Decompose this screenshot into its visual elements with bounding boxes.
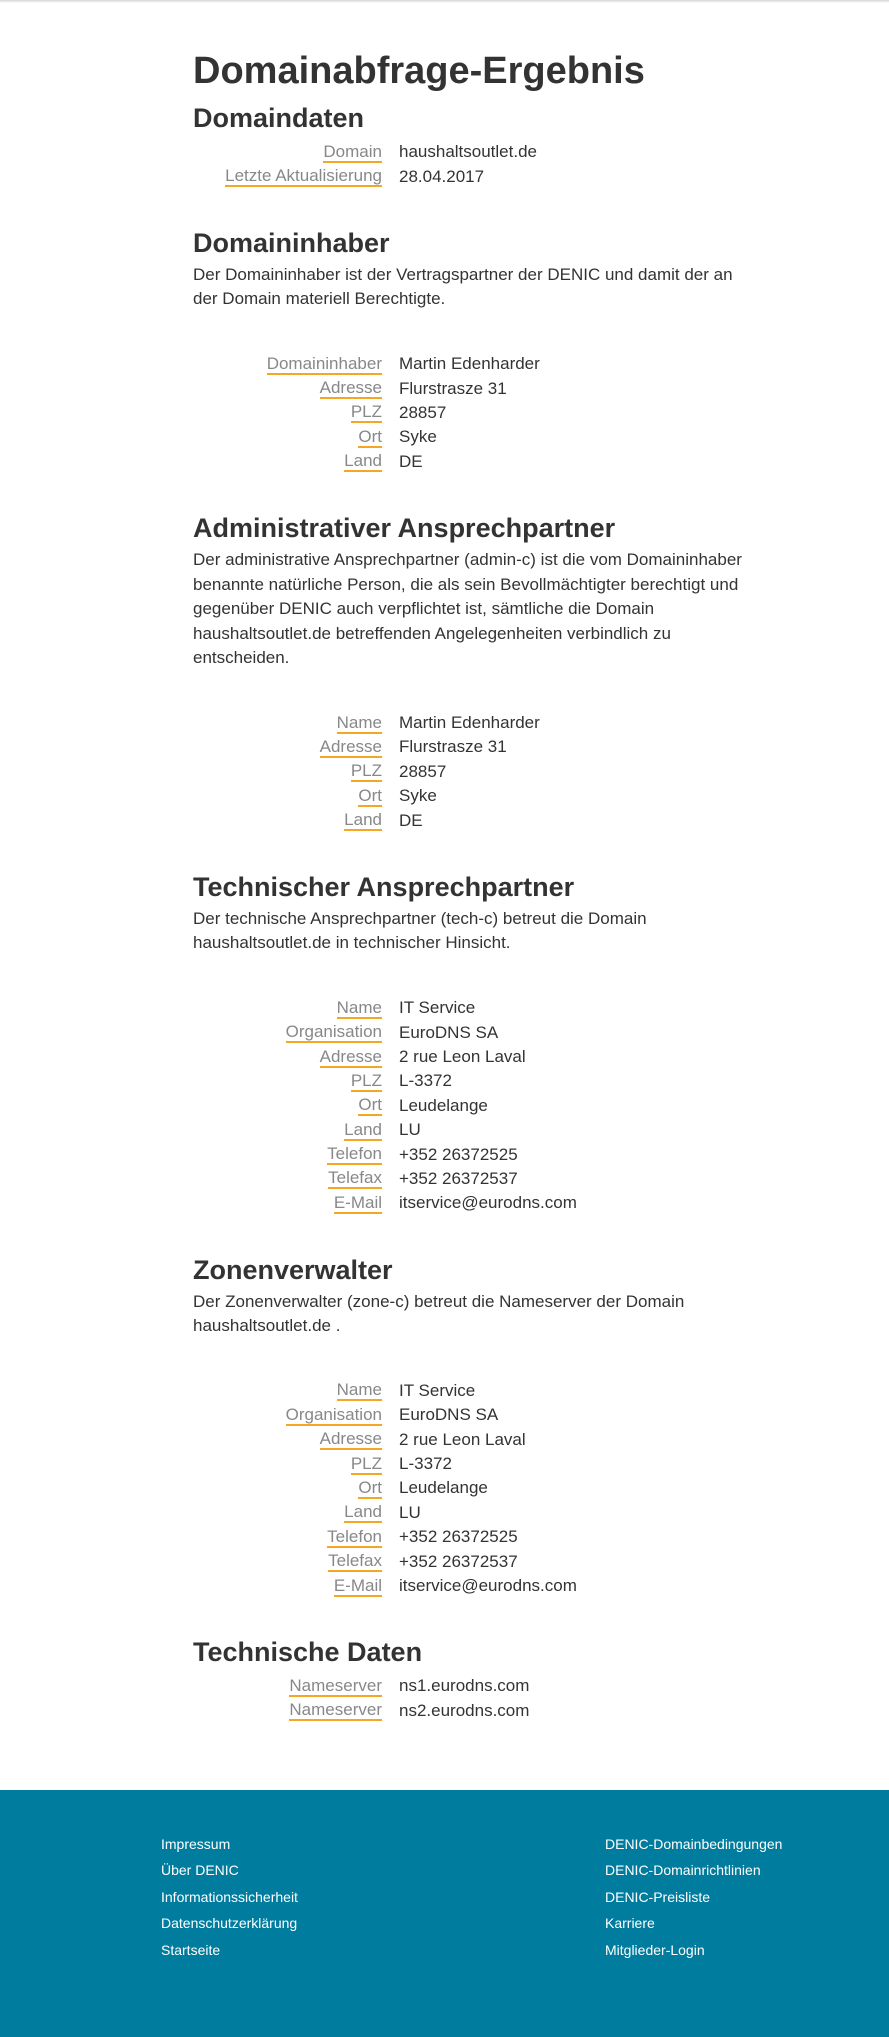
field-label-cell [193, 810, 399, 831]
domaindaten-rows [193, 140, 753, 189]
data-row [193, 1525, 753, 1549]
field-label: Adresse [319, 1429, 382, 1449]
field-label-cell [193, 713, 399, 734]
field-label-cell [193, 427, 399, 448]
data-row [193, 1476, 753, 1500]
field-label: Organisation [285, 1022, 382, 1042]
data-row [193, 1403, 753, 1427]
data-row [193, 996, 753, 1020]
data-row [193, 352, 753, 376]
data-row [193, 1674, 753, 1698]
field-value: Martin Edenharder [399, 354, 540, 374]
field-value: DE [399, 451, 423, 471]
domaininhaber-intro: Der Domaininhaber ist der Vertragspartner der DENIC und damit der an der Domain materiell Berechtigte. [193, 264, 733, 309]
data-row [193, 1045, 753, 1069]
data-row [193, 376, 753, 400]
data-row [193, 450, 753, 474]
field-label-cell [193, 1095, 399, 1116]
field-label-cell [193, 1502, 399, 1523]
field-label-cell [193, 402, 399, 423]
footer-link-informationssicherheit[interactable]: Informationssicherheit [161, 1888, 298, 1905]
field-label-cell [193, 761, 399, 782]
section-tech-contact [193, 867, 753, 1216]
field-value: Martin Edenharder [399, 713, 540, 733]
field-value: 2 rue Leon Laval [399, 1429, 526, 1449]
section-heading-tech-contact: Technischer Ansprechpartner [193, 871, 575, 902]
field-label: PLZ [350, 402, 382, 422]
admin-contact-intro: Der administrative Ansprechpartner (admin-c) ist die vom Domaininhaber benannte natürliche Person, die als sein Bevollmächtigter berechtigt und gegenüber DENIC auch verpflichtet ist, sämtliche die Domain haushaltsoutlet.de betreffenden Angelegenheiten verbindlich zu entscheiden. [193, 549, 742, 668]
field-value: Syke [399, 786, 437, 806]
field-label-cell [193, 1380, 399, 1401]
footer-link-domainbedingungen[interactable]: DENIC-Domainbedingungen [605, 1836, 783, 1852]
field-value: EuroDNS SA [399, 1405, 499, 1425]
field-value: LU [399, 1120, 421, 1140]
field-label-cell [193, 1576, 399, 1597]
field-label: Ort [358, 426, 382, 446]
field-label: PLZ [350, 1070, 382, 1090]
technical-data-rows [193, 1674, 753, 1723]
field-label-cell [193, 1047, 399, 1068]
field-label: PLZ [350, 761, 382, 781]
footer-link-preisliste[interactable]: DENIC-Preisliste [605, 1888, 711, 1905]
field-value: Leudelange [399, 1478, 488, 1498]
field-label: Adresse [319, 736, 382, 756]
field-label-cell [193, 1676, 399, 1697]
section-admin-contact [193, 508, 753, 833]
field-label: Land [344, 451, 382, 471]
tech-contact-intro: Der technische Ansprechpartner (tech-c) betreut die Domain haushaltsoutlet.de in technischer Hinsicht. [193, 908, 647, 953]
field-value: 2 rue Leon Laval [399, 1047, 526, 1066]
field-value: ns2.eurodns.com [399, 1700, 530, 1720]
field-value: Flurstrasze 31 [399, 378, 507, 398]
domaininhaber-rows [193, 352, 753, 474]
site-footer [0, 1790, 889, 2037]
field-value: IT Service [399, 998, 476, 1018]
field-value: DE [399, 810, 423, 830]
data-row [193, 808, 753, 832]
field-label-cell [193, 1700, 399, 1721]
field-value: L-3372 [399, 1454, 452, 1474]
field-label: Name [336, 712, 382, 732]
footer-link-ueber-denic[interactable]: Über DENIC [161, 1862, 239, 1879]
field-label: Nameserver [289, 1700, 382, 1720]
field-label-cell [193, 1022, 399, 1043]
footer-link-mitglieder-login[interactable]: Mitglieder-Login [605, 1941, 705, 1958]
field-label: Telefax [328, 1551, 382, 1571]
data-row [193, 1699, 753, 1723]
field-label: Adresse [319, 1046, 382, 1066]
section-heading-domaininhaber: Domaininhaber [193, 227, 390, 258]
field-value: itservice@eurodns.com [399, 1193, 577, 1213]
section-heading-domaindaten: Domaindaten [193, 103, 365, 133]
page-title: Domainabfrage-Ergebnis [193, 50, 645, 92]
field-label: Name [336, 1380, 382, 1400]
section-zone-admin [193, 1250, 753, 1599]
field-label: E-Mail [333, 1575, 382, 1595]
data-row [193, 1549, 753, 1573]
field-label: Domain [323, 141, 382, 161]
field-label-cell [193, 1429, 399, 1450]
field-value: +352 26372537 [399, 1168, 518, 1188]
field-label-cell [193, 1478, 399, 1499]
field-label-cell [193, 1454, 399, 1475]
field-value: LU [399, 1502, 421, 1522]
field-label: Ort [358, 785, 382, 805]
section-domaininhaber [193, 223, 753, 474]
field-label: Ort [358, 1095, 382, 1115]
field-label: Letzte Aktualisierung [225, 166, 382, 186]
data-row [193, 425, 753, 449]
footer-links-right [605, 1831, 782, 1963]
data-row [193, 760, 753, 784]
main-content [193, 44, 753, 1723]
field-value: 28857 [399, 761, 447, 781]
field-label: Land [344, 1119, 382, 1139]
field-label-cell [193, 378, 399, 399]
field-label-cell [193, 1193, 399, 1214]
field-label-cell [193, 142, 399, 163]
field-value: 28857 [399, 402, 447, 422]
field-label-cell [193, 166, 399, 187]
tech-contact-rows [193, 996, 753, 1216]
field-label-cell [193, 451, 399, 472]
section-heading-admin-contact: Administrativer Ansprechpartner [193, 512, 616, 543]
field-label: Ort [358, 1477, 382, 1497]
field-value: L-3372 [399, 1071, 452, 1091]
top-divider [0, 0, 889, 3]
data-row [193, 1167, 753, 1191]
footer-link-domainrichtlinien[interactable]: DENIC-Domainrichtlinien [605, 1862, 761, 1879]
field-value: Leudelange [399, 1095, 488, 1115]
field-label-cell [193, 786, 399, 807]
field-label: Name [336, 997, 382, 1017]
section-heading-technical-data: Technische Daten [193, 1637, 423, 1668]
field-label: Organisation [285, 1404, 382, 1424]
data-row [193, 1142, 753, 1166]
field-label-cell [193, 1120, 399, 1141]
field-label: Telefax [328, 1168, 382, 1188]
field-value: Flurstrasze 31 [399, 737, 507, 757]
field-label-cell [193, 1527, 399, 1548]
field-value: +352 26372525 [399, 1527, 518, 1547]
section-domaindaten [193, 98, 753, 189]
field-label: E-Mail [333, 1192, 382, 1212]
data-row [193, 735, 753, 759]
field-label: Domaininhaber [266, 353, 382, 373]
field-value: EuroDNS SA [399, 1022, 499, 1042]
footer-link-datenschutz[interactable]: Datenschutzerklärung [161, 1915, 298, 1932]
data-row [193, 1118, 753, 1142]
field-label: Adresse [319, 378, 382, 398]
footer-link-karriere[interactable]: Karriere [605, 1915, 655, 1932]
data-row [193, 164, 753, 188]
data-row [193, 1379, 753, 1403]
field-label: PLZ [350, 1453, 382, 1473]
field-value: +352 26372525 [399, 1144, 518, 1164]
field-label: Nameserver [289, 1675, 382, 1695]
field-label: Land [344, 810, 382, 830]
field-label-cell [193, 1405, 399, 1426]
field-label-cell [193, 354, 399, 375]
zone-admin-rows [193, 1379, 753, 1599]
data-row [193, 1501, 753, 1525]
data-row [193, 401, 753, 425]
field-label: Land [344, 1502, 382, 1522]
field-label-cell [193, 998, 399, 1019]
field-label-cell [193, 737, 399, 758]
data-row [193, 1069, 753, 1093]
field-value: IT Service [399, 1380, 476, 1400]
field-label-cell [193, 1144, 399, 1165]
data-row [193, 140, 753, 164]
field-value: Syke [399, 427, 437, 447]
data-row [193, 1574, 753, 1598]
field-value: haushaltsoutlet.de [399, 142, 537, 162]
field-value: itservice@eurodns.com [399, 1576, 577, 1596]
field-value: +352 26372537 [399, 1551, 518, 1571]
field-value: ns1.eurodns.com [399, 1676, 530, 1696]
field-label: Telefon [327, 1144, 382, 1164]
field-label: Telefon [327, 1526, 382, 1546]
field-label-cell [193, 1168, 399, 1189]
data-row [193, 1428, 753, 1452]
section-technical-data [193, 1632, 753, 1723]
field-value: 28.04.2017 [399, 166, 485, 186]
admin-contact-rows [193, 711, 753, 833]
footer-link-impressum[interactable]: Impressum [161, 1836, 231, 1852]
zone-admin-intro: Der Zonenverwalter (zone-c) betreut die Nameserver der Domain haushaltsoutlet.de . [193, 1291, 685, 1336]
data-row [193, 1020, 753, 1044]
data-row [193, 784, 753, 808]
data-row [193, 1191, 753, 1215]
field-label-cell [193, 1071, 399, 1092]
section-heading-zone-admin: Zonenverwalter [193, 1254, 393, 1285]
data-row [193, 1452, 753, 1476]
data-row [193, 711, 753, 735]
data-row [193, 1094, 753, 1118]
footer-links-left [161, 1831, 298, 1963]
field-label-cell [193, 1551, 399, 1572]
footer-link-startseite[interactable]: Startseite [161, 1941, 221, 1958]
